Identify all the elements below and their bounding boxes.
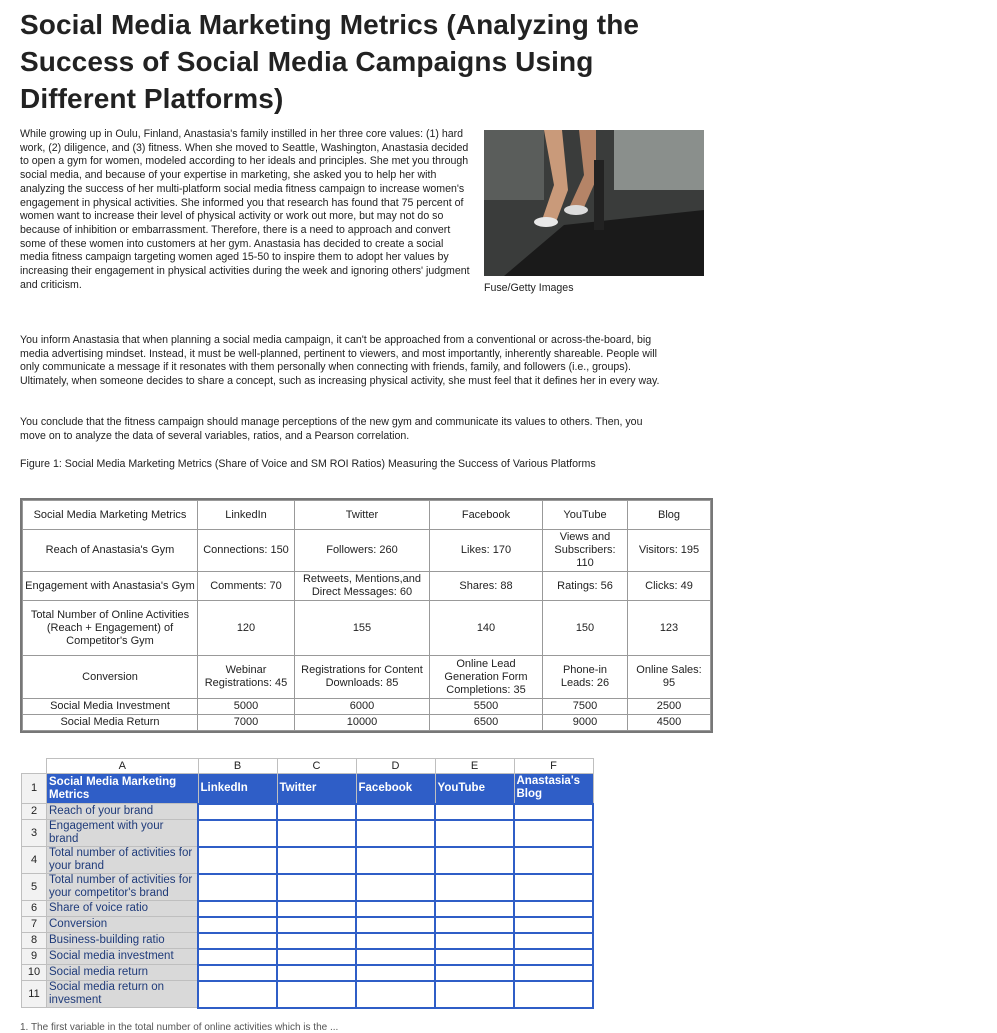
table-cell: 7500 xyxy=(543,699,628,715)
row-label: Social media return xyxy=(47,965,199,981)
input-cell[interactable] xyxy=(277,965,356,981)
input-cell[interactable] xyxy=(277,981,356,1008)
row-number: 8 xyxy=(22,933,47,949)
input-cell[interactable] xyxy=(356,965,435,981)
row-number: 1 xyxy=(22,774,47,804)
table-cell: 9000 xyxy=(543,715,628,731)
table-row xyxy=(23,601,711,656)
table-cell: Registrations for Content Downloads: 85 xyxy=(295,656,430,699)
sheet-row xyxy=(22,981,594,1008)
sheet-header-cell: LinkedIn xyxy=(198,774,277,804)
table-cell: Connections: 150 xyxy=(198,530,295,572)
input-cell[interactable] xyxy=(435,917,514,933)
column-letter: B xyxy=(198,759,277,774)
input-cell[interactable] xyxy=(277,804,356,820)
row-label: Social media investment xyxy=(47,949,199,965)
row-label: Total number of activities for your competitor's brand xyxy=(47,874,199,901)
row-number: 4 xyxy=(22,847,47,874)
treadmill-photo xyxy=(484,130,704,276)
table-cell: Views and Subscribers: 110 xyxy=(543,530,628,572)
table-cell: 5500 xyxy=(430,699,543,715)
table-cell: Phone-in Leads: 26 xyxy=(543,656,628,699)
input-cell[interactable] xyxy=(514,965,593,981)
table-row xyxy=(23,572,711,601)
photo-credit: Fuse/Getty Images xyxy=(484,282,574,294)
input-cell[interactable] xyxy=(198,949,277,965)
table-cell: Visitors: 195 xyxy=(628,530,711,572)
row-number: 2 xyxy=(22,804,47,820)
table-row xyxy=(23,656,711,699)
column-letter: F xyxy=(514,759,593,774)
figure-caption: Figure 1: Social Media Marketing Metrics (Share of Voice and SM ROI Ratios) Measuring the Success of Various Platforms xyxy=(20,458,596,470)
input-cell[interactable] xyxy=(277,847,356,874)
input-cell[interactable] xyxy=(356,804,435,820)
metrics-table xyxy=(22,500,711,731)
input-cell[interactable] xyxy=(198,933,277,949)
column-letter: D xyxy=(356,759,435,774)
table-row xyxy=(23,715,711,731)
row-number: 5 xyxy=(22,874,47,901)
input-cell[interactable] xyxy=(356,847,435,874)
row-label: Share of voice ratio xyxy=(47,901,199,917)
input-cell[interactable] xyxy=(198,917,277,933)
input-cell[interactable] xyxy=(356,981,435,1008)
row-number: 11 xyxy=(22,981,47,1008)
input-cell[interactable] xyxy=(435,933,514,949)
intro-paragraph: While growing up in Oulu, Finland, Anastasia's family instilled in her three core values: (1) hard work, (2) diligence, and (3) fitness. When she moved to Seattle, Washington, Anastasia decided to open a gym for women, modeled according to her ideals and principles. She met you through social media, and because of your expertise in marketing, she asked you to help her with analyzing the success of her multi-platform social media fitness campaign to increase women's engagement in physical activities. She informed you that research has found that 75 percent of women want to increase their level of physical activity or work out more, but may not do so because of inhibition or embarrassment. Therefore, there is a need to approach and convert some of these women into customers at her gym. Anastasia has decided to create a social media fitness campaign targeting women aged 15-50 to inspire them to adopt her values by increasing their engagement in physical activities during the week and ignoring others' judgment and criticism. xyxy=(20,128,470,291)
table-cell: Ratings: 56 xyxy=(543,572,628,601)
table-header-row xyxy=(23,501,711,530)
table-cell: Online Lead Generation Form Completions: 35 xyxy=(430,656,543,699)
table-cell: Conversion xyxy=(23,656,198,699)
table-header-cell: LinkedIn xyxy=(198,501,295,530)
input-cell[interactable] xyxy=(277,917,356,933)
input-cell[interactable] xyxy=(356,874,435,901)
input-cell[interactable] xyxy=(514,820,593,847)
table-cell: Shares: 88 xyxy=(430,572,543,601)
input-cell[interactable] xyxy=(514,901,593,917)
paragraph-planning: You inform Anastasia that when planning a social media campaign, it can't be approached from a conventional or across-the-board, big media advertising mindset. Instead, it must be well-planned, pertinent to viewers, and most importantly, inherently shareable. People will only communicate a message if it resonates with them personally when connecting with friends, family, and followers (i.e., groups). Ultimately, when someone decides to share a concept, such as increasing physical activity, she must feel that it defines her in every way. xyxy=(20,334,660,388)
input-cell[interactable] xyxy=(514,917,593,933)
sheet-header-cell: YouTube xyxy=(435,774,514,804)
input-cell[interactable] xyxy=(356,933,435,949)
sheet-row xyxy=(22,874,594,901)
table-cell: 4500 xyxy=(628,715,711,731)
row-label: Business-building ratio xyxy=(47,933,199,949)
input-cell[interactable] xyxy=(356,917,435,933)
photo-illustration xyxy=(484,130,704,276)
row-number: 3 xyxy=(22,820,47,847)
table-cell: Followers: 260 xyxy=(295,530,430,572)
input-cell[interactable] xyxy=(277,933,356,949)
table-cell: 7000 xyxy=(198,715,295,731)
input-cell[interactable] xyxy=(514,981,593,1008)
sheet-header-cell: Facebook xyxy=(356,774,435,804)
sheet-row xyxy=(22,917,594,933)
input-cell[interactable] xyxy=(435,965,514,981)
input-cell[interactable] xyxy=(435,981,514,1008)
input-cell[interactable] xyxy=(435,804,514,820)
table-cell: 140 xyxy=(430,601,543,656)
table-cell: 6000 xyxy=(295,699,430,715)
row-number: 7 xyxy=(22,917,47,933)
table-row xyxy=(23,530,711,572)
sheet-row xyxy=(22,949,594,965)
row-number: 10 xyxy=(22,965,47,981)
sheet-header-row xyxy=(22,774,594,804)
input-cell[interactable] xyxy=(198,847,277,874)
input-cell[interactable] xyxy=(435,847,514,874)
input-cell[interactable] xyxy=(198,804,277,820)
input-cell[interactable] xyxy=(356,949,435,965)
table-header-cell: Twitter xyxy=(295,501,430,530)
column-letter: A xyxy=(47,759,199,774)
row-label: Reach of your brand xyxy=(47,804,199,820)
input-cell[interactable] xyxy=(198,965,277,981)
table-cell: Reach of Anastasia's Gym xyxy=(23,530,198,572)
table-cell: 5000 xyxy=(198,699,295,715)
input-cell[interactable] xyxy=(514,933,593,949)
table-cell: 123 xyxy=(628,601,711,656)
corner-cell xyxy=(22,759,47,774)
table-cell: Clicks: 49 xyxy=(628,572,711,601)
page-content xyxy=(20,6,980,1033)
table-header-cell: Social Media Marketing Metrics xyxy=(23,501,198,530)
table-cell: Total Number of Online Activities (Reach + Engagement) of Competitor's Gym xyxy=(23,601,198,656)
row-number: 9 xyxy=(22,949,47,965)
table-header-cell: Facebook xyxy=(430,501,543,530)
input-cell[interactable] xyxy=(277,949,356,965)
input-cell[interactable] xyxy=(356,820,435,847)
input-cell[interactable] xyxy=(435,874,514,901)
spreadsheet xyxy=(21,758,594,1009)
input-cell[interactable] xyxy=(514,949,593,965)
column-letter: C xyxy=(277,759,356,774)
row-number: 6 xyxy=(22,901,47,917)
table-cell: Webinar Registrations: 45 xyxy=(198,656,295,699)
sheet-header-cell: Anastasia's Blog xyxy=(514,774,593,804)
input-cell[interactable] xyxy=(198,981,277,1008)
sheet-row xyxy=(22,965,594,981)
table-header-cell: YouTube xyxy=(543,501,628,530)
input-cell[interactable] xyxy=(435,820,514,847)
row-label: Social media return on invesment xyxy=(47,981,199,1008)
table-cell: 155 xyxy=(295,601,430,656)
sheet-header-cell: Twitter xyxy=(277,774,356,804)
sheet-header-cell: Social Media Marketing Metrics xyxy=(47,774,199,804)
sheet-row xyxy=(22,804,594,820)
sheet-row xyxy=(22,820,594,847)
input-cell[interactable] xyxy=(277,820,356,847)
table-cell: Comments: 70 xyxy=(198,572,295,601)
table-cell: 10000 xyxy=(295,715,430,731)
table-cell: Social Media Return xyxy=(23,715,198,731)
table-cell: 2500 xyxy=(628,699,711,715)
paragraph-conclusion: You conclude that the fitness campaign should manage perceptions of the new gym and communicate its values to others. Then, you move on to analyze the data of several variables, ratios, and a Pearson correlation. xyxy=(20,416,643,442)
input-cell[interactable] xyxy=(514,804,593,820)
table-cell: 120 xyxy=(198,601,295,656)
sheet-row xyxy=(22,901,594,917)
page-title: Social Media Marketing Metrics (Analyzing the Success of Social Media Campaigns Using Different Platforms) xyxy=(20,9,640,114)
table-cell: 150 xyxy=(543,601,628,656)
table-cell: Engagement with Anastasia's Gym xyxy=(23,572,198,601)
sheet-row xyxy=(22,847,594,874)
table-header-cell: Blog xyxy=(628,501,711,530)
input-cell[interactable] xyxy=(514,847,593,874)
row-label: Conversion xyxy=(47,917,199,933)
table-cell: Online Sales: 95 xyxy=(628,656,711,699)
input-cell[interactable] xyxy=(514,874,593,901)
table-row xyxy=(23,699,711,715)
table-cell: Social Media Investment xyxy=(23,699,198,715)
table-cell: Likes: 170 xyxy=(430,530,543,572)
input-cell[interactable] xyxy=(435,901,514,917)
sheet-row xyxy=(22,933,594,949)
table-cell: Retweets, Mentions,and Direct Messages: 60 xyxy=(295,572,430,601)
input-cell[interactable] xyxy=(356,901,435,917)
input-cell[interactable] xyxy=(198,874,277,901)
column-letter: E xyxy=(435,759,514,774)
row-label: Engagement with your brand xyxy=(47,820,199,847)
cutoff-text: 1. The first variable in the total number of online activities which is the ... xyxy=(20,1022,339,1033)
table-cell: 6500 xyxy=(430,715,543,731)
column-header-row xyxy=(22,759,594,774)
input-cell[interactable] xyxy=(198,901,277,917)
input-cell[interactable] xyxy=(277,874,356,901)
input-cell[interactable] xyxy=(277,901,356,917)
input-cell[interactable] xyxy=(435,949,514,965)
input-cell[interactable] xyxy=(198,820,277,847)
row-label: Total number of activities for your brand xyxy=(47,847,199,874)
